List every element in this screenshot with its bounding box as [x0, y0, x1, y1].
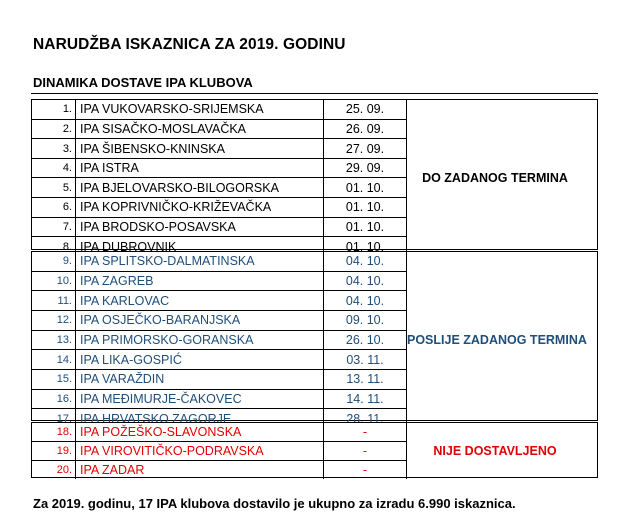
delivery-date: 26. 10. [324, 330, 407, 350]
delivery-date: 01. 10. [324, 237, 407, 256]
club-name: IPA ZADAR [76, 461, 324, 480]
row-number: 3. [32, 139, 76, 159]
club-name: IPA BJELOVARSKO-BILOGORSKA [76, 178, 324, 198]
row-number: 8. [32, 237, 76, 256]
section-subtitle: DINAMIKA DOSTAVE IPA KLUBOVA [33, 75, 253, 90]
group-status-label: NIJE DOSTAVLJENO [433, 444, 557, 458]
group-not-delivered [31, 422, 598, 478]
row-number: 17. [32, 409, 76, 428]
row-number: 18. [32, 423, 76, 442]
delivery-date: 03. 11. [324, 350, 407, 370]
delivery-date: 01. 10. [324, 217, 407, 237]
group-on-time [31, 99, 598, 254]
delivery-date: 27. 09. [324, 139, 407, 159]
row-number: 7. [32, 217, 76, 237]
row-number: 5. [32, 178, 76, 198]
club-name: IPA ŠIBENSKO-KNINSKA [76, 139, 324, 159]
delivery-date: 13. 11. [324, 369, 407, 389]
club-name: IPA POŽEŠKO-SLAVONSKA [76, 423, 324, 442]
club-name: IPA OSJEČKO-BARANJSKA [76, 310, 324, 330]
delivery-table [32, 423, 597, 479]
delivery-date: 01. 10. [324, 198, 407, 218]
row-number: 15. [32, 369, 76, 389]
row-number: 4. [32, 158, 76, 178]
row-number: 16. [32, 389, 76, 409]
delivery-date: - [324, 423, 407, 442]
row-number: 1. [32, 100, 76, 119]
row-number: 12. [32, 310, 76, 330]
delivery-date: 04. 10. [324, 271, 407, 291]
group-status-label: POSLIJE ZADANOG TERMINA [407, 332, 587, 347]
table-row [32, 252, 597, 271]
subtitle-divider [31, 93, 598, 94]
row-number: 14. [32, 350, 76, 370]
delivery-date: 25. 09. [324, 100, 407, 119]
row-number: 2. [32, 119, 76, 139]
delivery-date: 29. 09. [324, 158, 407, 178]
delivery-date: 14. 11. [324, 389, 407, 409]
row-number: 10. [32, 271, 76, 291]
delivery-table [32, 252, 597, 428]
club-name: IPA KARLOVAC [76, 291, 324, 311]
row-number: 19. [32, 442, 76, 461]
delivery-date: 04. 10. [324, 252, 407, 271]
club-name: IPA VUKOVARSKO-SRIJEMSKA [76, 100, 324, 119]
row-number: 11. [32, 291, 76, 311]
club-name: IPA KOPRIVNIČKO-KRIŽEVAČKA [76, 198, 324, 218]
club-name: IPA HRVATSKO ZAGORJE [76, 409, 324, 428]
delivery-date: 26. 09. [324, 119, 407, 139]
table-row [32, 423, 597, 442]
club-name: IPA MEĐIMURJE-ČAKOVEC [76, 389, 324, 409]
club-name: IPA BRODSKO-POSAVSKA [76, 217, 324, 237]
table-row [32, 100, 597, 119]
group-status-label: DO ZADANOG TERMINA [422, 170, 568, 185]
club-name: IPA DUBROVNIK [76, 237, 324, 256]
club-name: IPA SISAČKO-MOSLAVAČKA [76, 119, 324, 139]
delivery-date: - [324, 442, 407, 461]
delivery-date: 04. 10. [324, 291, 407, 311]
delivery-table [32, 100, 597, 256]
club-name: IPA SPLITSKO-DALMATINSKA [76, 252, 324, 271]
delivery-date: 01. 10. [324, 178, 407, 198]
delivery-date: 28. 11. [324, 409, 407, 428]
club-name: IPA ZAGREB [76, 271, 324, 291]
row-number: 20. [32, 461, 76, 480]
row-number: 9. [32, 252, 76, 271]
delivery-date: - [324, 461, 407, 480]
delivery-date: 09. 10. [324, 310, 407, 330]
row-number: 13. [32, 330, 76, 350]
summary-footer: Za 2019. godinu, 17 IPA klubova dostavilo je ukupno za izradu 6.990 iskaznica. [33, 496, 516, 511]
group-late [31, 251, 598, 426]
document-title: NARUDŽBA ISKAZNICA ZA 2019. GODINU [33, 36, 346, 53]
club-name: IPA PRIMORSKO-GORANSKA [76, 330, 324, 350]
club-name: IPA VARAŽDIN [76, 369, 324, 389]
club-name: IPA ISTRA [76, 158, 324, 178]
club-name: IPA VIROVITIČKO-PODRAVSKA [76, 442, 324, 461]
club-name: IPA LIKA-GOSPIĆ [76, 350, 324, 370]
row-number: 6. [32, 198, 76, 218]
